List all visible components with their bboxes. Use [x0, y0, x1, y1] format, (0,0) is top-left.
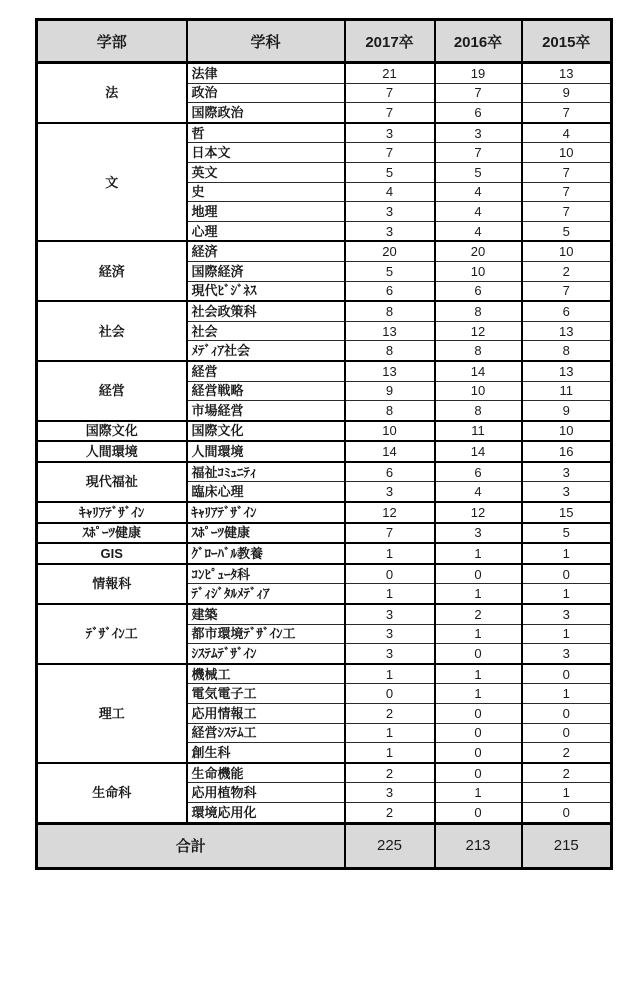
value-cell-2016: 12	[435, 321, 522, 341]
value-cell-2017: 12	[345, 502, 435, 523]
value-cell-2015: 4	[522, 123, 612, 143]
value-cell-2015: 13	[522, 361, 612, 381]
value-cell-2015: 1	[522, 684, 612, 704]
table-body	[37, 63, 612, 824]
value-cell-2016: 8	[435, 301, 522, 321]
value-cell-2016: 1	[435, 543, 522, 564]
header-2017: 2017卒	[345, 20, 435, 63]
value-cell-2015: 9	[522, 83, 612, 103]
table-row	[37, 421, 612, 442]
value-cell-2016: 4	[435, 482, 522, 502]
value-cell-2017: 9	[345, 381, 435, 401]
value-cell-2016: 19	[435, 63, 522, 84]
faculty-cell: 現代福祉	[37, 462, 187, 502]
value-cell-2017: 3	[345, 644, 435, 664]
value-cell-2015: 16	[522, 441, 612, 462]
value-cell-2017: 5	[345, 261, 435, 281]
value-cell-2017: 8	[345, 401, 435, 421]
major-cell: 哲	[187, 123, 345, 143]
total-label: 合計	[37, 823, 345, 868]
value-cell-2015: 0	[522, 564, 612, 584]
table-row	[37, 63, 612, 84]
value-cell-2015: 13	[522, 321, 612, 341]
value-cell-2016: 1	[435, 624, 522, 644]
table-row	[37, 763, 612, 783]
value-cell-2017: 4	[345, 182, 435, 202]
table-row	[37, 502, 612, 523]
major-cell: 経営	[187, 361, 345, 381]
value-cell-2017: 3	[345, 624, 435, 644]
faculty-cell: 経済	[37, 241, 187, 301]
value-cell-2015: 0	[522, 723, 612, 743]
faculty-cell: 理工	[37, 664, 187, 763]
value-cell-2017: 8	[345, 301, 435, 321]
value-cell-2015: 2	[522, 261, 612, 281]
value-cell-2016: 2	[435, 604, 522, 624]
header-2015: 2015卒	[522, 20, 612, 63]
value-cell-2016: 0	[435, 743, 522, 763]
major-cell: 史	[187, 182, 345, 202]
value-cell-2015: 7	[522, 162, 612, 182]
value-cell-2017: 10	[345, 421, 435, 442]
table-row	[37, 604, 612, 624]
major-cell: 経営ｼｽﾃﾑ工	[187, 723, 345, 743]
value-cell-2015: 0	[522, 704, 612, 724]
faculty-cell: 法	[37, 63, 187, 123]
faculty-cell: ｷｬﾘｱﾃﾞｻﾞｲﾝ	[37, 502, 187, 523]
major-cell: 環境応用化	[187, 802, 345, 823]
major-cell: 臨床心理	[187, 482, 345, 502]
value-cell-2015: 9	[522, 401, 612, 421]
graduates-by-department-table	[35, 18, 613, 870]
table-row	[37, 664, 612, 684]
total-2017: 225	[345, 823, 435, 868]
header-faculty: 学部	[37, 20, 187, 63]
table-footer	[37, 823, 612, 868]
value-cell-2015: 10	[522, 143, 612, 163]
value-cell-2015: 1	[522, 783, 612, 803]
value-cell-2016: 8	[435, 401, 522, 421]
value-cell-2017: 8	[345, 341, 435, 361]
total-row	[37, 823, 612, 868]
major-cell: 地理	[187, 202, 345, 222]
major-cell: 福祉ｺﾐｭﾆﾃｨ	[187, 462, 345, 482]
total-2016: 213	[435, 823, 522, 868]
value-cell-2017: 3	[345, 221, 435, 241]
value-cell-2015: 5	[522, 221, 612, 241]
major-cell: 英文	[187, 162, 345, 182]
value-cell-2016: 7	[435, 83, 522, 103]
value-cell-2017: 13	[345, 321, 435, 341]
major-cell: 機械工	[187, 664, 345, 684]
value-cell-2015: 2	[522, 763, 612, 783]
value-cell-2017: 3	[345, 783, 435, 803]
major-cell: ｼｽﾃﾑﾃﾞｻﾞｲﾝ	[187, 644, 345, 664]
table-row	[37, 441, 612, 462]
major-cell: 社会	[187, 321, 345, 341]
value-cell-2016: 1	[435, 584, 522, 604]
value-cell-2016: 3	[435, 523, 522, 544]
value-cell-2016: 10	[435, 381, 522, 401]
value-cell-2016: 12	[435, 502, 522, 523]
value-cell-2016: 0	[435, 564, 522, 584]
value-cell-2016: 4	[435, 202, 522, 222]
value-cell-2015: 8	[522, 341, 612, 361]
value-cell-2017: 7	[345, 143, 435, 163]
value-cell-2017: 1	[345, 584, 435, 604]
faculty-cell: ｽﾎﾟｰﾂ健康	[37, 523, 187, 544]
faculty-cell: ﾃﾞｻﾞｲﾝ工	[37, 604, 187, 664]
value-cell-2015: 3	[522, 482, 612, 502]
faculty-cell: 社会	[37, 301, 187, 361]
value-cell-2016: 0	[435, 763, 522, 783]
value-cell-2016: 1	[435, 783, 522, 803]
value-cell-2016: 4	[435, 221, 522, 241]
value-cell-2016: 7	[435, 143, 522, 163]
major-cell: 社会政策科	[187, 301, 345, 321]
value-cell-2015: 13	[522, 63, 612, 84]
value-cell-2017: 2	[345, 704, 435, 724]
table-row	[37, 361, 612, 381]
major-cell: 現代ﾋﾞｼﾞﾈｽ	[187, 281, 345, 301]
value-cell-2017: 1	[345, 743, 435, 763]
value-cell-2015: 11	[522, 381, 612, 401]
value-cell-2016: 0	[435, 802, 522, 823]
value-cell-2015: 2	[522, 743, 612, 763]
major-cell: 都市環境ﾃﾞｻﾞｲﾝ工	[187, 624, 345, 644]
value-cell-2016: 14	[435, 361, 522, 381]
value-cell-2015: 3	[522, 604, 612, 624]
faculty-cell: 経営	[37, 361, 187, 421]
major-cell: 建築	[187, 604, 345, 624]
major-cell: 生命機能	[187, 763, 345, 783]
value-cell-2015: 5	[522, 523, 612, 544]
value-cell-2016: 3	[435, 123, 522, 143]
major-cell: ｷｬﾘｱﾃﾞｻﾞｲﾝ	[187, 502, 345, 523]
faculty-cell: 情報科	[37, 564, 187, 604]
value-cell-2017: 5	[345, 162, 435, 182]
value-cell-2015: 15	[522, 502, 612, 523]
value-cell-2015: 10	[522, 241, 612, 261]
major-cell: ﾃﾞｨｼﾞﾀﾙﾒﾃﾞｨｱ	[187, 584, 345, 604]
value-cell-2017: 3	[345, 482, 435, 502]
value-cell-2016: 0	[435, 704, 522, 724]
header-row	[37, 20, 612, 63]
value-cell-2017: 21	[345, 63, 435, 84]
value-cell-2015: 10	[522, 421, 612, 442]
major-cell: 心理	[187, 221, 345, 241]
faculty-cell: GIS	[37, 543, 187, 564]
value-cell-2015: 7	[522, 103, 612, 123]
value-cell-2017: 2	[345, 802, 435, 823]
value-cell-2015: 7	[522, 202, 612, 222]
value-cell-2017: 7	[345, 523, 435, 544]
value-cell-2015: 1	[522, 543, 612, 564]
value-cell-2017: 2	[345, 763, 435, 783]
table-row	[37, 123, 612, 143]
value-cell-2016: 11	[435, 421, 522, 442]
value-cell-2015: 0	[522, 664, 612, 684]
table-row	[37, 564, 612, 584]
value-cell-2016: 4	[435, 182, 522, 202]
table-row	[37, 523, 612, 544]
total-2015: 215	[522, 823, 612, 868]
major-cell: 国際文化	[187, 421, 345, 442]
value-cell-2016: 6	[435, 281, 522, 301]
value-cell-2016: 1	[435, 684, 522, 704]
value-cell-2017: 0	[345, 564, 435, 584]
value-cell-2017: 6	[345, 281, 435, 301]
header-2016: 2016卒	[435, 20, 522, 63]
faculty-cell: 文	[37, 123, 187, 242]
major-cell: 市場経営	[187, 401, 345, 421]
value-cell-2017: 14	[345, 441, 435, 462]
table-header	[37, 20, 612, 63]
value-cell-2016: 5	[435, 162, 522, 182]
value-cell-2016: 8	[435, 341, 522, 361]
value-cell-2017: 7	[345, 103, 435, 123]
value-cell-2017: 7	[345, 83, 435, 103]
value-cell-2017: 3	[345, 123, 435, 143]
value-cell-2016: 1	[435, 664, 522, 684]
major-cell: 応用情報工	[187, 704, 345, 724]
major-cell: ﾒﾃﾞｨｱ社会	[187, 341, 345, 361]
table-row	[37, 301, 612, 321]
faculty-cell: 人間環境	[37, 441, 187, 462]
value-cell-2015: 0	[522, 802, 612, 823]
value-cell-2015: 3	[522, 644, 612, 664]
major-cell: ｸﾞﾛｰﾊﾞﾙ教養	[187, 543, 345, 564]
major-cell: ｽﾎﾟｰﾂ健康	[187, 523, 345, 544]
major-cell: 電気電子工	[187, 684, 345, 704]
table-row	[37, 543, 612, 564]
value-cell-2015: 6	[522, 301, 612, 321]
major-cell: 国際政治	[187, 103, 345, 123]
value-cell-2017: 20	[345, 241, 435, 261]
graduates-table-container	[35, 18, 613, 870]
value-cell-2017: 1	[345, 543, 435, 564]
header-major: 学科	[187, 20, 345, 63]
major-cell: 人間環境	[187, 441, 345, 462]
value-cell-2016: 20	[435, 241, 522, 261]
major-cell: 政治	[187, 83, 345, 103]
value-cell-2017: 0	[345, 684, 435, 704]
major-cell: 法律	[187, 63, 345, 84]
major-cell: 経営戦略	[187, 381, 345, 401]
value-cell-2015: 1	[522, 584, 612, 604]
value-cell-2015: 7	[522, 182, 612, 202]
major-cell: 国際経済	[187, 261, 345, 281]
value-cell-2016: 6	[435, 462, 522, 482]
value-cell-2017: 3	[345, 202, 435, 222]
value-cell-2017: 1	[345, 664, 435, 684]
value-cell-2015: 1	[522, 624, 612, 644]
table-row	[37, 462, 612, 482]
value-cell-2017: 1	[345, 723, 435, 743]
value-cell-2016: 0	[435, 723, 522, 743]
value-cell-2016: 6	[435, 103, 522, 123]
value-cell-2016: 14	[435, 441, 522, 462]
major-cell: 日本文	[187, 143, 345, 163]
value-cell-2015: 3	[522, 462, 612, 482]
value-cell-2017: 3	[345, 604, 435, 624]
value-cell-2016: 0	[435, 644, 522, 664]
major-cell: 応用植物科	[187, 783, 345, 803]
value-cell-2016: 10	[435, 261, 522, 281]
major-cell: 創生科	[187, 743, 345, 763]
value-cell-2017: 6	[345, 462, 435, 482]
faculty-cell: 生命科	[37, 763, 187, 823]
major-cell: 経済	[187, 241, 345, 261]
faculty-cell: 国際文化	[37, 421, 187, 442]
major-cell: ｺﾝﾋﾟｭｰﾀ科	[187, 564, 345, 584]
value-cell-2015: 7	[522, 281, 612, 301]
value-cell-2017: 13	[345, 361, 435, 381]
table-row	[37, 241, 612, 261]
